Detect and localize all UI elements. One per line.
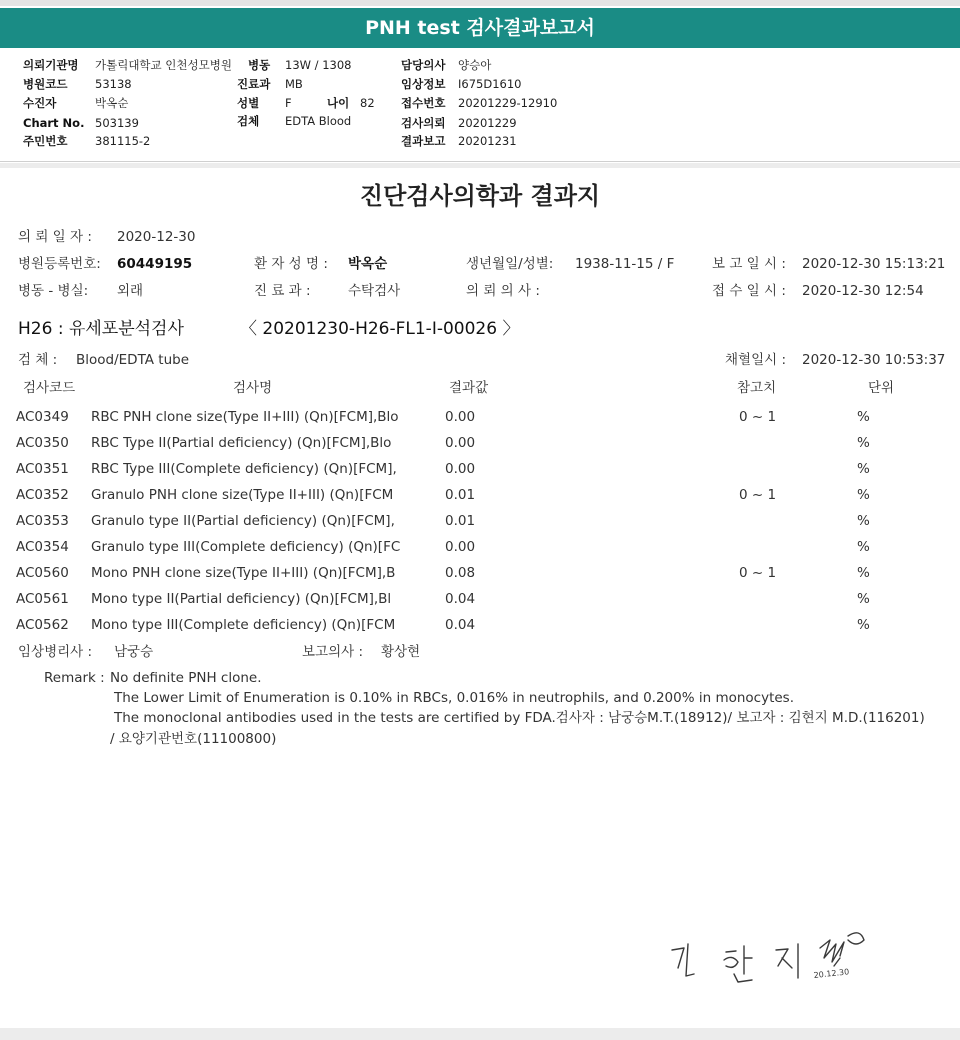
signature-date: 20.12.30: [813, 967, 850, 980]
receipt-no-value: 20201229-12910: [458, 96, 558, 110]
test-request-value: 20201229: [458, 116, 517, 130]
cell-result: 0.04: [445, 617, 476, 633]
cell-reference: 0 ~ 1: [739, 487, 777, 503]
patient-label: 수진자: [23, 96, 57, 110]
report-header-title: PNH test 검사결과보고서: [0, 8, 960, 48]
column-header-result: 결과값: [449, 380, 489, 396]
institution-label: 의뢰기관명: [23, 58, 79, 72]
institution-value: 가톨릭대학교 인천성모병원: [95, 58, 232, 72]
cell-unit: %: [857, 409, 870, 425]
column-header-unit: 단위: [868, 380, 895, 396]
clinical-info-value: I675D1610: [458, 77, 522, 91]
cell-unit: %: [857, 617, 870, 633]
ward-label: 병동: [248, 58, 271, 72]
hospital-code-value: 53138: [95, 77, 132, 91]
cell-unit: %: [857, 591, 870, 607]
cell-result: 0.01: [445, 487, 476, 503]
age-label: 나이: [327, 96, 350, 110]
cell-name: Granulo type II(Partial deficiency) (Qn)[FCM],: [91, 513, 395, 529]
cell-code: AC0354: [16, 539, 69, 555]
birth-sex-value: 1938-11-15 / F: [575, 256, 675, 272]
request-date-value: 2020-12-30: [117, 229, 196, 245]
cell-name: Mono type II(Partial deficiency) (Qn)[FCM],Bl: [91, 591, 392, 607]
test-specimen-value: Blood/EDTA tube: [76, 352, 190, 368]
ward-room-label: 병동 - 병실:: [18, 283, 89, 299]
test-specimen-label: 검 체 :: [18, 352, 58, 368]
birth-sex-label: 생년월일/성별:: [466, 256, 554, 272]
pathologist-label: 임상병리사 :: [18, 644, 93, 660]
cell-result: 0.01: [445, 513, 476, 529]
cell-name: RBC Type II(Partial deficiency) (Qn)[FCM],Blo: [91, 435, 392, 451]
cell-code: AC0350: [16, 435, 69, 451]
patient-name-value: 박옥순: [348, 256, 388, 272]
remark-label: Remark :: [44, 670, 105, 686]
age-value: 82: [360, 96, 375, 110]
remark-line-2: The Lower Limit of Enumeration is 0.10% in RBCs, 0.016% in neutrophils, and 0.200% in monocytes.: [114, 690, 795, 706]
cell-reference: 0 ~ 1: [739, 565, 777, 581]
cell-name: Mono PNH clone size(Type II+III) (Qn)[FCM],B: [91, 565, 396, 581]
request-date-label: 의 뢰 일 자 :: [18, 229, 92, 245]
remark-line-1: No definite PNH clone.: [110, 670, 262, 686]
requesting-doctor-label: 의 뢰 의 사 :: [466, 283, 540, 299]
requester-info-block: [0, 48, 960, 162]
cell-reference: 0 ~ 1: [739, 409, 777, 425]
cell-name: Granulo PNH clone size(Type II+III) (Qn)[FCM: [91, 487, 394, 503]
dept-value: MB: [285, 77, 303, 91]
receipt-datetime-label: 접 수 일 시 :: [712, 283, 786, 299]
reporting-doctor-label: 보고의사 :: [302, 644, 364, 660]
cell-result: 0.00: [445, 409, 476, 425]
page-bottom-border: [0, 1028, 960, 1040]
cell-unit: %: [857, 461, 870, 477]
cell-code: AC0349: [16, 409, 69, 425]
clinical-info-label: 임상정보: [401, 77, 446, 91]
cell-unit: %: [857, 539, 870, 555]
sex-value: F: [285, 96, 292, 110]
result-report-label: 결과보고: [401, 134, 446, 148]
collection-datetime-value: 2020-12-30 10:53:37: [802, 352, 946, 368]
cell-name: RBC Type III(Complete deficiency) (Qn)[FCM],: [91, 461, 397, 477]
cell-unit: %: [857, 565, 870, 581]
cell-result: 0.00: [445, 539, 476, 555]
cell-code: AC0351: [16, 461, 69, 477]
department-label: 진 료 과 :: [254, 283, 311, 299]
registration-no-label: 병원등록번호:: [18, 256, 101, 272]
cell-unit: %: [857, 487, 870, 503]
dept-label: 진료과: [237, 77, 271, 91]
report-title: 진단검사의학과 결과지: [359, 182, 601, 210]
doctor-value: 양승아: [458, 58, 492, 72]
cell-result: 0.08: [445, 565, 476, 581]
ward-value: 13W / 1308: [285, 58, 352, 72]
cell-code: AC0352: [16, 487, 69, 503]
cell-code: AC0560: [16, 565, 69, 581]
cell-result: 0.00: [445, 461, 476, 477]
department-value: 수탁검사: [348, 283, 401, 299]
cell-code: AC0353: [16, 513, 69, 529]
report-datetime-value: 2020-12-30 15:13:21: [802, 256, 946, 272]
hospital-code-label: 병원코드: [23, 77, 68, 91]
remark-line-4: / 요양기관번호(11100800): [110, 731, 277, 747]
test-request-label: 검사의뢰: [401, 116, 446, 130]
result-report-value: 20201231: [458, 134, 517, 148]
id-no-label: 주민번호: [23, 134, 68, 148]
chart-no-label: Chart No.: [23, 116, 85, 130]
column-header-reference: 참고치: [737, 380, 777, 396]
specimen-value: EDTA Blood: [285, 114, 352, 128]
cell-name: Mono type III(Complete deficiency) (Qn)[FCM: [91, 617, 396, 633]
cell-unit: %: [857, 435, 870, 451]
cell-unit: %: [857, 513, 870, 529]
doctor-label: 담당의사: [401, 58, 446, 72]
registration-no-value: 60449195: [117, 256, 193, 272]
test-section-title: H26 : 유세포분석검사: [18, 319, 184, 339]
collection-datetime-label: 채혈일시 :: [725, 352, 787, 368]
reporting-doctor-value: 황상현: [381, 644, 421, 660]
receipt-no-label: 접수번호: [401, 96, 446, 110]
cell-result: 0.00: [445, 435, 476, 451]
cell-name: RBC PNH clone size(Type II+III) (Qn)[FCM],Blo: [91, 409, 399, 425]
cell-name: Granulo type III(Complete deficiency) (Qn)[FC: [91, 539, 401, 555]
sex-label: 성별: [237, 96, 260, 110]
section-divider: [0, 163, 960, 168]
accession-number: 〈 20201230-H26-FL1-I-00026 〉: [240, 319, 520, 339]
cell-code: AC0562: [16, 617, 69, 633]
ward-room-value: 외래: [117, 283, 144, 299]
chart-no-value: 503139: [95, 116, 139, 130]
patient-name-label: 환 자 성 명 :: [254, 256, 328, 272]
remark-line-3: The monoclonal antibodies used in the tests are certified by FDA.검사자 : 남궁승M.T.(18912)/ 보고자 : 김현지 M.D.(116201): [114, 710, 925, 726]
cell-code: AC0561: [16, 591, 69, 607]
pathologist-value: 남궁승: [114, 644, 154, 660]
column-header-name: 검사명: [233, 380, 273, 396]
cell-result: 0.04: [445, 591, 476, 607]
specimen-label: 검체: [237, 114, 260, 128]
receipt-datetime-value: 2020-12-30 12:54: [802, 283, 924, 299]
report-datetime-label: 보 고 일 시 :: [712, 256, 786, 272]
doctor-signature: [664, 918, 890, 988]
column-header-code: 검사코드: [23, 380, 76, 396]
page-top-border: [0, 0, 960, 6]
id-no-value: 381115-2: [95, 134, 151, 148]
patient-value: 박옥순: [95, 96, 129, 110]
